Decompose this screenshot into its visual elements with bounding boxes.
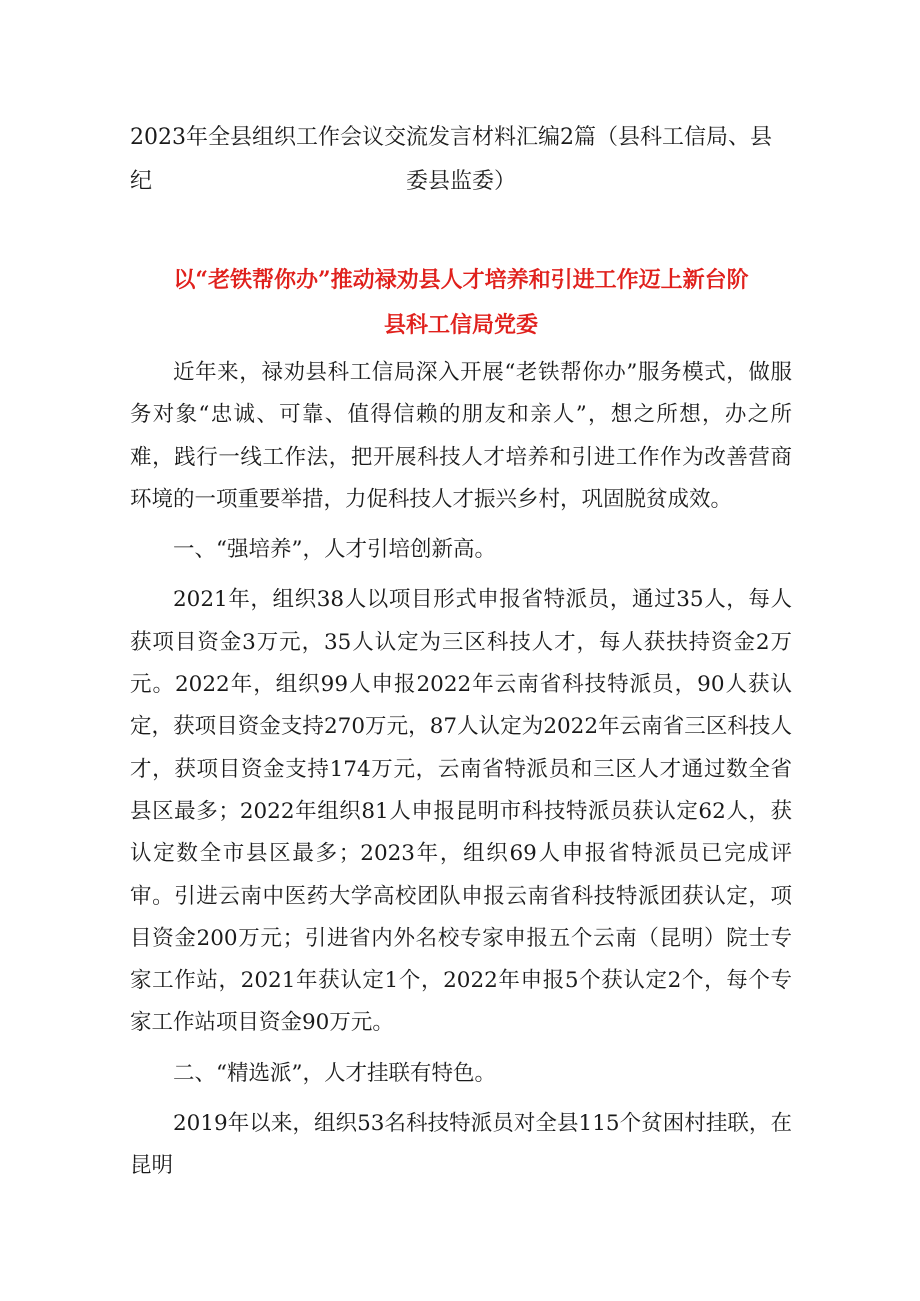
section-title: 以“老铁帮你办”推动禄劝县人才培养和引进工作迈上新台阶	[173, 267, 749, 293]
document-title-line-1: 2023年全县组织工作会议交流发言材料汇编2篇（县科工信局、县纪	[130, 125, 772, 194]
document-title-line-2: 委县监委）	[405, 169, 516, 194]
heading-strengthen-training: 一、“强培养”，人才引培创新高。	[173, 537, 496, 563]
section-author: 县科工信局党委	[383, 312, 538, 338]
document-body	[130, 352, 792, 1196]
paragraph-intro: 近年来，禄劝县科工信局深入开展“老铁帮你办”服务模式，做服务对象“忠诚、可靠、值得信赖的朋友和亲人”，想之所想，办之所难，践行一线工作法，把开展科技人才培养和引进工作作为改善营商环境的一项重要举措，力促科技人才振兴乡村，巩固脱贫成效。	[130, 360, 792, 512]
heading-selective-dispatch: 二、“精选派”，人才挂联有特色。	[173, 1060, 496, 1086]
paragraph-training-results: 2021年，组织38人以项目形式申报省特派员，通过35人，每人获项目资金3万元，35人认定为三区科技人才，每人获扶持资金2万元。2022年，组织99人申报2022年云南省科技特派员，90人获认定，获项目资金支持270万元，87人认定为2022年云南省三区科技人才，获项目资金支持174万元，云南省特派员和三区人才通过数全省县区最多；2022年组织81人申报昆明市科技特派员获认定62人，获认定数全市县区最多；2023年，组织69人申报省特派员已完成评审。引进云南中医药大学高校团队申报云南省科技特派团获认定，项目资金200万元；引进省内外名校专家申报五个云南（昆明）院士专家工作站，2021年获认定1个，2022年申报5个获认定2个，每个专家工作站项目资金90万元。	[130, 587, 792, 1036]
paragraph-dispatch-start: 2019年以来，组织53名科技特派员对全县115个贫困村挂联，在昆明	[130, 1111, 792, 1179]
